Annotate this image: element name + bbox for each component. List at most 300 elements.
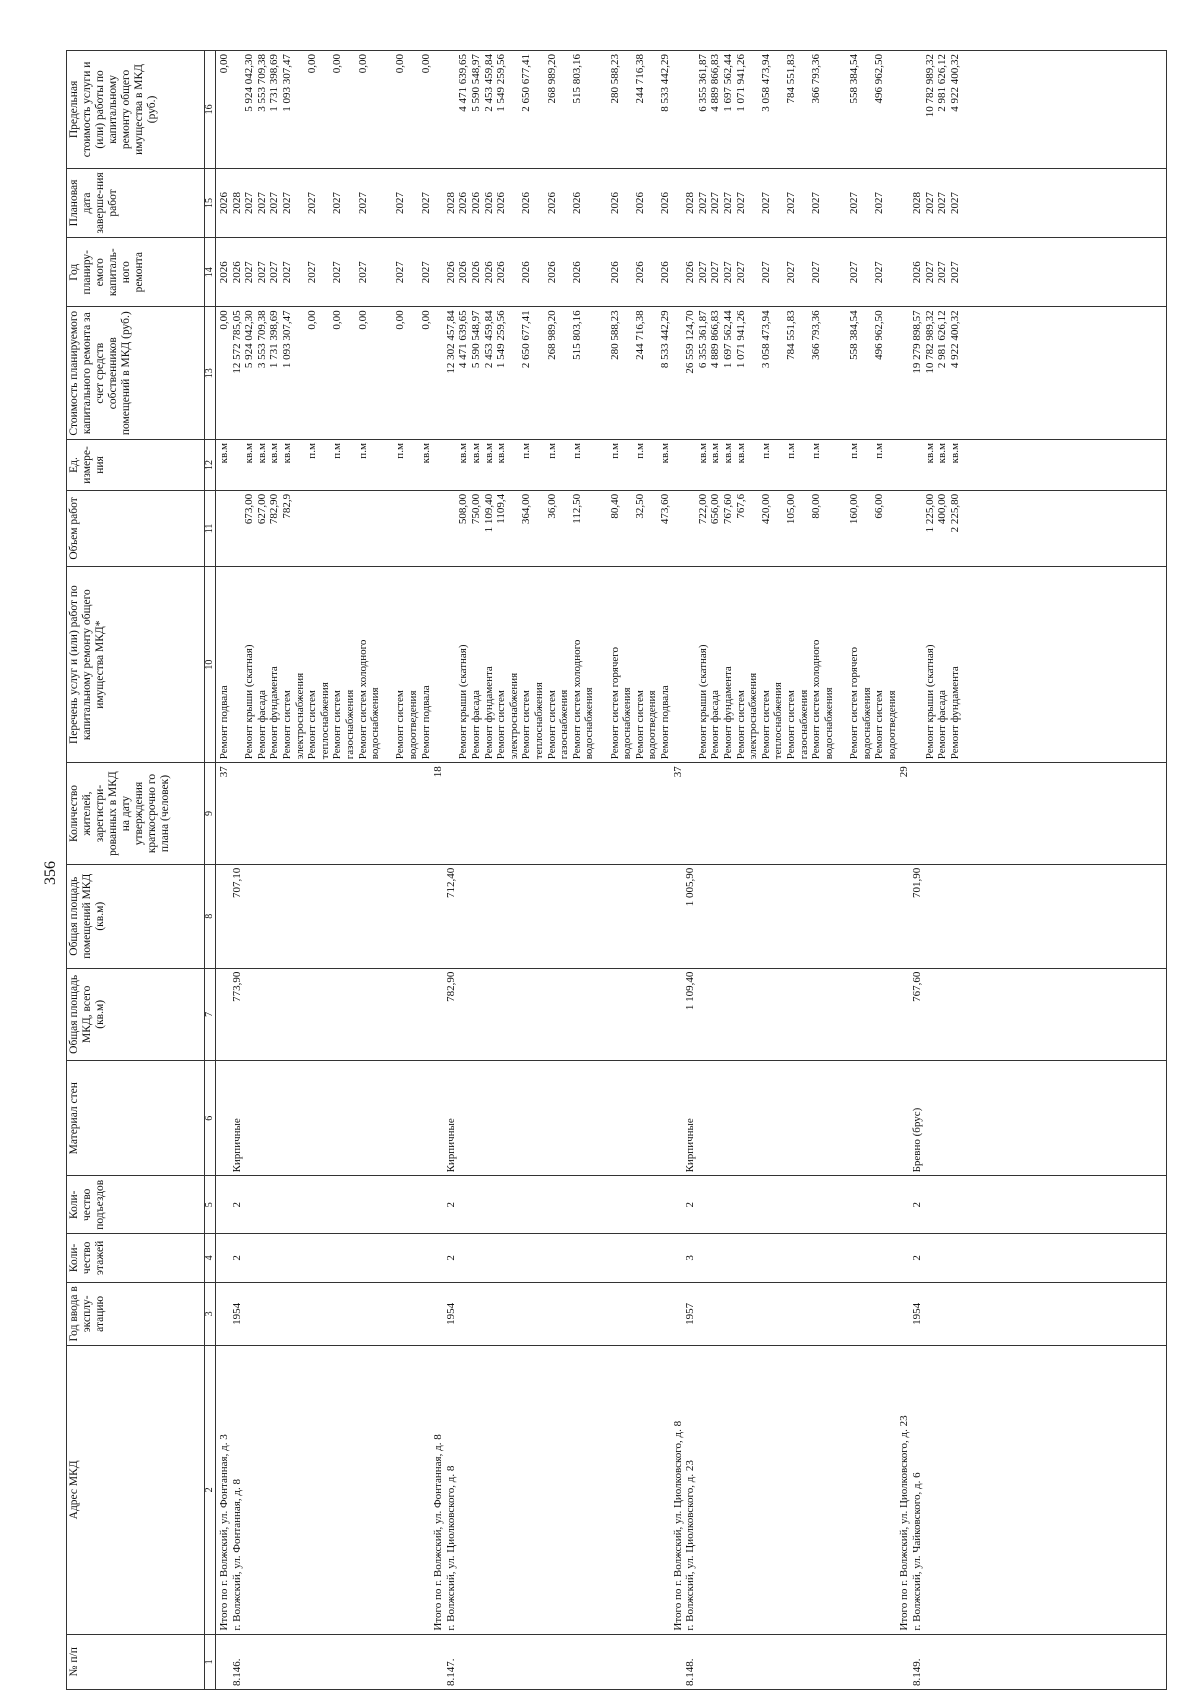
cell-text: 2026 — [218, 261, 230, 284]
cell-text — [747, 440, 760, 490]
cell-text — [369, 51, 382, 168]
cell-text — [508, 238, 521, 306]
cell-text: 2027 — [848, 191, 860, 214]
cell-text: водоснабжения — [822, 687, 835, 760]
cell-text — [835, 491, 848, 566]
cell-text: 3 553 709,38 — [255, 54, 268, 112]
cell-text: 8.147. — [444, 1658, 457, 1686]
cell-text — [747, 491, 760, 566]
cell-text: Ремонт крыши (скатная) — [457, 644, 470, 760]
cell-text — [798, 51, 811, 168]
cell-text: Ремонт крыши (скатная) — [243, 644, 256, 760]
cell-text — [294, 238, 307, 306]
cell-text: 12 302 457,84 — [444, 310, 457, 374]
cell-text: водоотведения — [646, 690, 659, 760]
cell-text: 2026 — [230, 261, 243, 284]
cell-text: 2026 — [444, 261, 457, 284]
cell-text — [823, 51, 836, 168]
cell-text: п.м — [545, 443, 558, 459]
cell-text: кв.м — [734, 443, 747, 464]
cell-text — [218, 1635, 231, 1689]
cell-text — [319, 51, 332, 168]
cell-text: 627,00 — [255, 493, 268, 525]
cell-text: кв.м — [722, 443, 734, 464]
cell-text: п.м — [608, 443, 621, 459]
cell-text: 2026 — [545, 261, 558, 284]
cell-text — [898, 1061, 911, 1175]
column-number-row — [205, 51, 216, 1690]
cell-text: 280 588,23 — [608, 54, 621, 104]
cell-text: 1 731 398,69 — [268, 310, 281, 369]
cell-text: 2027 — [722, 261, 734, 284]
cell-text: 2027 — [356, 261, 369, 284]
rotated-sheet — [40, 40, 1165, 1690]
cell-text: 2027 — [948, 191, 961, 214]
cell-text: 2027 — [810, 261, 823, 284]
cell-text — [646, 51, 659, 168]
cell-text: Ремонт систем — [759, 690, 772, 760]
column-header: Адрес МКД — [67, 1346, 205, 1635]
cell-text — [231, 440, 244, 490]
cell-text: 400,00 — [936, 493, 949, 525]
cell-text: Ремонт крыши (скатная) — [696, 644, 709, 760]
cell-text: 1954 — [911, 1302, 923, 1325]
cell-text — [898, 1635, 911, 1689]
cell-text — [823, 169, 836, 237]
cell-text — [798, 307, 811, 439]
cell-text: 2 650 677,41 — [520, 54, 533, 112]
column-number: 2 — [205, 1346, 216, 1635]
cell-text — [508, 307, 521, 439]
cell-text: 3 — [684, 1255, 697, 1261]
cell-text: 2026 — [684, 261, 697, 284]
cell-text: 2 — [911, 1202, 923, 1208]
cell-text: 2026 — [911, 261, 923, 284]
cell-text: 1 697 562,44 — [722, 310, 734, 369]
cell-text — [407, 440, 420, 490]
cell-text — [533, 307, 546, 439]
cell-text: 2 — [230, 1255, 243, 1261]
cell-text: 105,00 — [785, 493, 797, 525]
cell-text: г. Волжский, ул. Чайковского, д. 6 — [911, 1472, 923, 1631]
cell-text: 773,90 — [230, 971, 243, 1002]
cell-text — [772, 169, 785, 237]
column-number: 11 — [205, 490, 216, 566]
cell-text: электроснабжения — [747, 672, 760, 760]
cell-text — [835, 51, 848, 168]
col-volume-cell — [216, 490, 1167, 566]
cell-text — [861, 238, 874, 306]
cell-text — [798, 440, 811, 490]
cell-text: 2027 — [419, 261, 432, 284]
cell-text: Ремонт систем холодного — [356, 639, 369, 760]
cell-text: 558 384,54 — [848, 54, 860, 104]
cell-text — [508, 51, 521, 168]
cell-text: водоснабжения — [621, 687, 634, 760]
cell-text — [218, 1176, 231, 1233]
cell-text — [646, 169, 659, 237]
cell-text: 160,00 — [848, 493, 860, 525]
cell-text — [382, 567, 395, 762]
cell-text: 4 922 400,32 — [948, 310, 961, 369]
cell-text: Ремонт фундамента — [482, 666, 495, 760]
cell-text: г. Волжский, ул. Циолковского, д. 8 — [444, 1465, 457, 1631]
cell-text: кв.м — [419, 443, 432, 464]
cell-text: 2027 — [255, 261, 268, 284]
cell-text: кв.м — [936, 443, 949, 464]
cell-text: Ремонт фасада — [709, 690, 722, 760]
cell-text — [357, 491, 370, 566]
cell-text: 2027 — [243, 261, 256, 284]
cell-text — [823, 238, 836, 306]
cell-text: водоснабжения — [583, 687, 596, 760]
cell-text: 6 355 361,87 — [696, 54, 709, 112]
cell-text: Ремонт систем — [281, 690, 293, 760]
cell-text: Ремонт подвала — [659, 685, 671, 760]
cell-text — [432, 1635, 445, 1689]
cell-text: 784 551,83 — [785, 54, 797, 104]
cell-text — [772, 238, 785, 306]
cell-text: п.м — [810, 443, 823, 459]
cell-text: 2027 — [785, 261, 797, 284]
cell-text: 8.146. — [230, 1658, 243, 1686]
cell-text — [407, 307, 420, 439]
cell-text: 18 — [432, 766, 445, 778]
cell-text: 2026 — [659, 191, 671, 214]
cell-text: 0,00 — [419, 54, 432, 74]
cell-text — [294, 51, 307, 168]
cell-text — [319, 491, 332, 566]
cell-text: 80,00 — [810, 493, 823, 519]
cell-text: 2027 — [356, 191, 369, 214]
cell-text: 8.148. — [684, 1658, 697, 1686]
cell-text: 2026 — [659, 261, 671, 284]
cell-text: 4 471 639,65 — [457, 310, 470, 369]
cell-text — [369, 440, 382, 490]
cell-text: 1 093 307,47 — [281, 310, 293, 369]
cell-text — [672, 1635, 685, 1689]
cell-text: 36,00 — [545, 493, 558, 519]
cell-text: 10 782 989,32 — [923, 54, 936, 118]
column-number: 4 — [205, 1234, 216, 1282]
cell-text — [596, 51, 609, 168]
cell-text — [558, 491, 571, 566]
cell-text: теплоснабжения — [533, 682, 545, 760]
cell-text — [344, 51, 357, 168]
cell-text: 1 697 562,44 — [722, 54, 734, 112]
cell-text: Ремонт систем — [495, 690, 508, 760]
cell-text: Ремонт систем — [306, 690, 319, 760]
cell-text: 750,00 — [470, 493, 482, 525]
cell-text — [861, 169, 874, 237]
cell-text — [369, 238, 382, 306]
cell-text: 1 071 941,26 — [734, 54, 747, 112]
cell-text: 767,6 — [734, 493, 747, 519]
cell-text: Ремонт систем горячего — [848, 646, 860, 760]
cell-text: 496 962,50 — [873, 54, 886, 104]
cell-text — [684, 567, 697, 762]
cell-text — [583, 238, 596, 306]
cell-text — [407, 491, 420, 566]
cell-text: 112,50 — [570, 493, 583, 524]
cell-text — [672, 865, 685, 968]
cell-text: кв.м — [268, 443, 281, 464]
cell-text — [508, 169, 521, 237]
cell-text: кв.м — [243, 443, 256, 464]
cell-text: 2027 — [709, 261, 722, 284]
cell-text: 2026 — [520, 261, 533, 284]
cell-text — [823, 440, 836, 490]
cell-text: 2027 — [810, 191, 823, 214]
cell-text: 2027 — [331, 261, 344, 284]
cell-text — [407, 169, 420, 237]
cell-text: 767,60 — [722, 493, 734, 525]
cell-text: 2027 — [785, 191, 797, 214]
cell-text: 2027 — [759, 261, 772, 284]
cell-text: 2026 — [570, 191, 583, 214]
column-number: 9 — [205, 763, 216, 865]
cell-text: 366 793,36 — [810, 310, 823, 360]
cell-text — [772, 440, 785, 490]
cell-text: 2027 — [923, 261, 936, 284]
cell-text — [772, 491, 785, 566]
cell-text — [747, 51, 760, 168]
cell-text — [533, 169, 546, 237]
column-header: № п/п — [67, 1634, 205, 1689]
cell-text: 2027 — [281, 261, 293, 284]
col-residents-cell — [216, 763, 1167, 865]
cell-text — [621, 169, 634, 237]
cell-text: 4 889 866,83 — [709, 310, 722, 369]
cell-text: 712,40 — [444, 867, 457, 899]
cell-text: 2026 — [520, 191, 533, 214]
cell-text — [319, 440, 332, 490]
cell-text — [583, 307, 596, 439]
cell-text: 5 924 042,30 — [243, 310, 256, 369]
cell-text: п.м — [785, 443, 797, 459]
column-number: 8 — [205, 864, 216, 968]
cell-text — [319, 169, 332, 237]
cell-text: 2026 — [457, 261, 470, 284]
column-number: 7 — [205, 968, 216, 1060]
cell-text: 66,00 — [873, 493, 886, 519]
cell-text — [911, 491, 924, 566]
header-row — [67, 51, 205, 1690]
cell-text — [596, 169, 609, 237]
cell-text: 0,00 — [356, 54, 369, 74]
cell-text: 2026 — [482, 261, 495, 284]
cell-text: 2027 — [848, 261, 860, 284]
cell-text — [672, 1176, 685, 1233]
column-header: Перечень услуг и (или) работ по капитальному ремонту общего имущества МКД* — [67, 567, 205, 763]
cell-text: Ремонт систем — [545, 690, 558, 760]
cell-text: Кирпичные — [444, 1118, 457, 1173]
cell-text — [596, 440, 609, 490]
cell-text: 2027 — [873, 261, 886, 284]
column-header: Ед. измере-ния — [67, 440, 205, 491]
cell-text: 2027 — [696, 191, 709, 214]
cell-text: 2026 — [470, 191, 482, 214]
cell-text — [835, 440, 848, 490]
cell-text — [886, 238, 899, 306]
cell-text — [445, 51, 458, 168]
cell-text: 2027 — [923, 191, 936, 214]
cell-text — [684, 51, 697, 168]
cell-text: 5 590 548,97 — [470, 310, 482, 369]
cell-text: 1 549 259,56 — [495, 54, 508, 112]
cell-text — [218, 491, 231, 566]
cell-text — [558, 307, 571, 439]
cell-text — [911, 763, 924, 864]
cell-text — [596, 491, 609, 566]
column-header: Год планиру-емого капиталь-ного ремонта — [67, 238, 205, 307]
cell-text: Ремонт фасада — [936, 690, 949, 760]
cell-text — [621, 491, 634, 566]
cell-text — [533, 51, 546, 168]
cell-text: 782,90 — [268, 493, 281, 525]
cell-text: газоснабжения — [558, 689, 571, 760]
cell-text: 1 225,00 — [923, 493, 936, 533]
cell-text — [835, 307, 848, 439]
col-work-cell — [216, 567, 1167, 763]
cell-text: 1954 — [444, 1302, 457, 1325]
column-header: Общая площадь МКД, всего (кв.м) — [67, 968, 205, 1060]
cell-text: 2026 — [495, 261, 508, 284]
cell-text: 2027 — [419, 191, 432, 214]
cell-text: Ремонт крыши (скатная) — [923, 644, 936, 760]
cell-text: 2027 — [936, 191, 949, 214]
cell-text: 0,00 — [356, 310, 369, 330]
cell-text — [646, 307, 659, 439]
cell-text — [621, 238, 634, 306]
cell-text: водоснабжения — [369, 687, 382, 760]
cell-text: 8.149. — [911, 1658, 923, 1686]
cell-text: 2027 — [734, 261, 747, 284]
cell-text: Итого по г. Волжский, ул. Циолковского, д. 23 — [898, 1415, 911, 1631]
cell-text: 2 — [230, 1202, 243, 1208]
cell-text — [911, 567, 924, 762]
cell-text: 701,90 — [911, 867, 923, 899]
cell-text — [394, 491, 407, 566]
cell-text — [306, 491, 319, 566]
cell-text: 2028 — [684, 191, 697, 214]
cell-text: 3 058 473,94 — [759, 310, 772, 369]
cell-text: 515 803,16 — [570, 310, 583, 360]
cell-text: 268 989,20 — [545, 54, 558, 104]
cell-text — [558, 440, 571, 490]
cell-text: 2027 — [734, 191, 747, 214]
cell-text — [747, 169, 760, 237]
cell-text — [218, 865, 231, 968]
cell-text — [558, 238, 571, 306]
cell-text — [369, 491, 382, 566]
cell-text — [369, 307, 382, 439]
cell-text: 2 650 677,41 — [520, 310, 533, 369]
cell-text: кв.м — [923, 443, 936, 464]
column-number: 12 — [205, 440, 216, 491]
cell-text: 244 716,38 — [633, 310, 646, 360]
cell-text: 2027 — [722, 191, 734, 214]
cell-text: 2027 — [268, 261, 281, 284]
column-number: 3 — [205, 1282, 216, 1345]
cell-text: 1 731 398,69 — [268, 54, 281, 112]
cell-text — [445, 440, 458, 490]
cell-text: 0,00 — [218, 310, 230, 330]
column-number: 13 — [205, 307, 216, 440]
cell-text: 2026 — [218, 191, 230, 214]
cell-text: 8 533 442,29 — [659, 310, 671, 369]
cell-text — [432, 1283, 445, 1345]
cell-text — [621, 307, 634, 439]
cell-text: кв.м — [281, 443, 293, 464]
cell-text — [432, 1061, 445, 1175]
cell-text: 2026 — [470, 261, 482, 284]
cell-text — [294, 491, 307, 566]
cell-text — [823, 491, 836, 566]
cell-text — [898, 969, 911, 1060]
col-material-cell — [216, 1061, 1167, 1176]
cell-text: водоотведения — [407, 690, 419, 760]
cell-text: 1 093 307,47 — [281, 54, 293, 112]
cell-text — [319, 238, 332, 306]
cell-text — [382, 440, 395, 490]
col-unit-cell — [216, 440, 1167, 491]
cell-text — [684, 763, 697, 864]
cell-text: 2026 — [545, 191, 558, 214]
cell-text: 2027 — [281, 191, 293, 214]
cell-text: теплоснабжения — [772, 682, 785, 760]
cell-text: 0,00 — [218, 54, 230, 74]
cell-text: кв.м — [709, 443, 722, 464]
column-header: Коли-чество подъездов — [67, 1176, 205, 1234]
cell-text: Ремонт фасада — [255, 690, 268, 760]
cell-text: 8 533 442,29 — [659, 54, 671, 112]
cell-text: Ремонт фундамента — [948, 666, 961, 760]
col-entrances-cell — [216, 1176, 1167, 1234]
cell-text — [672, 1283, 685, 1345]
cell-text: электроснабжения — [293, 672, 306, 760]
col-end-date-cell — [216, 168, 1167, 237]
cell-text: 2 981 626,12 — [936, 310, 949, 369]
cell-text: 767,60 — [911, 971, 923, 1002]
cell-text: 4 922 400,32 — [948, 54, 961, 112]
cell-text: г. Волжский, ул. Фонтанная, д. 8 — [230, 1479, 243, 1631]
cell-text: газоснабжения — [344, 689, 356, 760]
cell-text — [218, 1283, 231, 1345]
cell-text: кв.м — [255, 443, 268, 464]
cell-text: Ремонт систем горячего — [608, 646, 621, 760]
column-number: 6 — [205, 1061, 216, 1176]
column-header: Плановая дата заверше-ния работ — [67, 168, 205, 237]
cell-text — [369, 169, 382, 237]
cell-text: Ремонт систем холодного — [810, 639, 823, 760]
cell-text — [533, 491, 546, 566]
cell-text — [898, 1234, 911, 1281]
column-header: Общая площадь помещений МКД (кв.м) — [67, 864, 205, 968]
column-header: Материал стен — [67, 1061, 205, 1176]
cell-text — [646, 491, 659, 566]
cell-text: Ремонт систем — [785, 690, 797, 760]
cell-text — [331, 491, 344, 566]
cell-text: газоснабжения — [797, 689, 810, 760]
cell-text — [294, 169, 307, 237]
cell-text — [772, 307, 785, 439]
column-number: 16 — [205, 51, 216, 169]
cell-text: 2027 — [696, 261, 709, 284]
cell-text: 2026 — [495, 191, 508, 214]
cell-text: 722,00 — [696, 493, 709, 525]
cell-text: 12 572 785,05 — [230, 310, 243, 374]
